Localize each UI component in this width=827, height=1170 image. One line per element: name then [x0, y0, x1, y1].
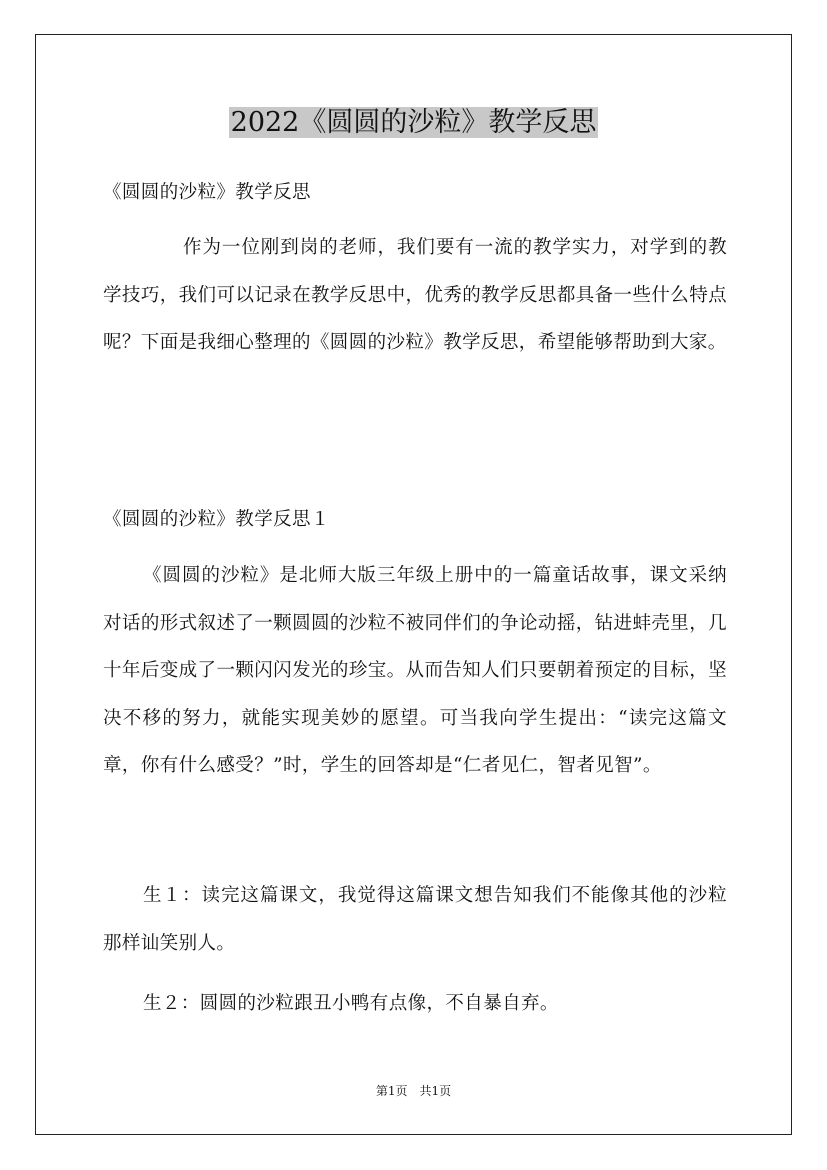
- student-answer-1: 生１：读完这篇课文，我觉得这篇课文想告知我们不能像其他的沙粒那样讪笑别人。: [103, 885, 727, 954]
- page-footer: 第1页 共1页: [375, 1084, 452, 1098]
- document-title: [0, 104, 827, 142]
- intro-heading: 《圆圆的沙粒》教学反思: [103, 182, 311, 203]
- section-heading: 《圆圆的沙粒》教学反思１: [103, 509, 330, 530]
- student-answer-2: 生２：圆圆的沙粒跟丑小鸭有点像，不自暴自弃。: [143, 993, 559, 1014]
- section-paragraph: 《圆圆的沙粒》是北师大版三年级上册中的一篇童话故事，课文采纳对话的形式叙述了一颗圆圆的沙粒不被同伴们的争论动摇，钻进蚌壳里，几十年后变成了一颗闪闪发光的珍宝。从而告知人们只要朝着预定的目标，坚决不移的努力，就能实现美妙的愿望。可当我向学生提出：“读完这篇文章，你有什么感受？”时，学生的回答却是“仁者见仁，智者见智”。: [103, 565, 727, 776]
- intro-paragraph: 作为一位刚到岗的老师，我们要有一流的教学实力，对学到的教学技巧，我们可以记录在教学反思中，优秀的教学反思都具备一些什么特点呢？下面是我细心整理的《圆圆的沙粒》教学反思，希望能够帮助到大家。: [103, 237, 727, 353]
- document-title-text: 2022《圆圆的沙粒》教学反思: [230, 107, 597, 138]
